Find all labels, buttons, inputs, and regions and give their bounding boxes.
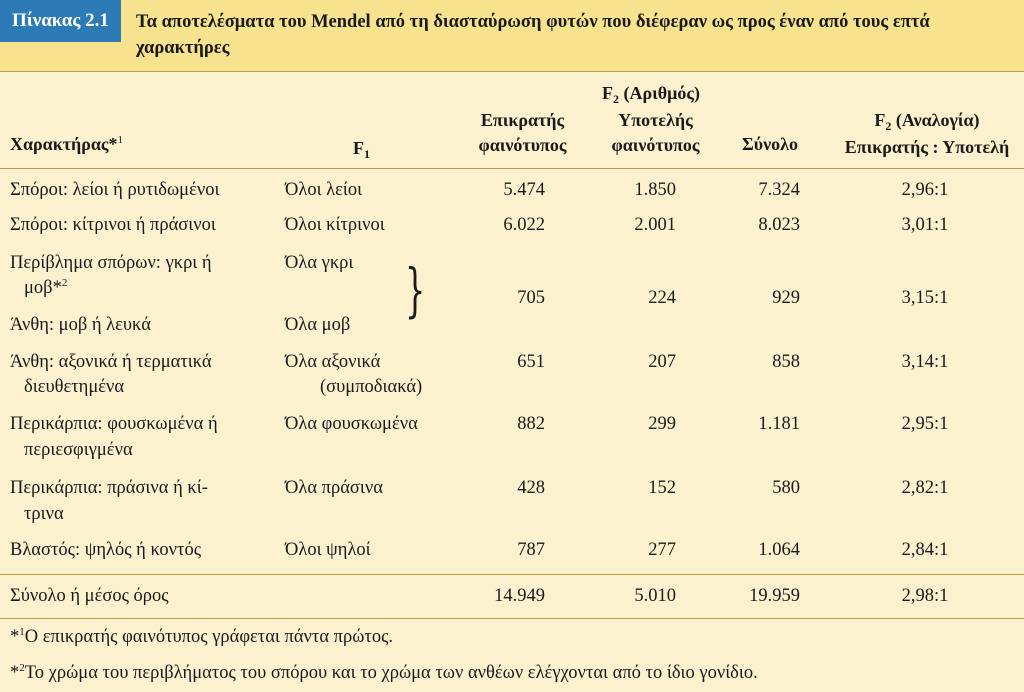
f1-cell: Όλα αξονικά xyxy=(285,352,381,372)
header-dominant: Επικρατής φαινότυπος xyxy=(478,110,567,155)
footnote-1: *$^1$Ο επικρατής φαινότυπος γράφεται πάντα πρώτος. xyxy=(10,626,394,647)
summary-dominant: 14.949 xyxy=(494,586,545,606)
dominant-cell: 5.474 xyxy=(503,180,545,200)
ratio-cell: 2,95:1 xyxy=(901,414,949,434)
ratio-cell: 3,15:1 xyxy=(901,288,949,308)
header-total: Σύνολο xyxy=(742,134,798,154)
summary-recessive: 5.010 xyxy=(634,586,676,606)
trait-cell: Βλαστός: ψηλός ή κοντός xyxy=(10,540,202,560)
f1-cell: Όλα γκρι xyxy=(285,253,354,273)
total-cell: 858 xyxy=(772,352,800,372)
recessive-cell: 1.850 xyxy=(634,180,676,200)
total-cell: 580 xyxy=(772,478,800,498)
footnote-2: *$^2$Το χρώμα του περιβλήματος του σπόρου και το χρώμα των ανθέων ελέγχονται από το ίδιο γονίδιο. xyxy=(10,662,758,683)
ratio-cell: 3,14:1 xyxy=(901,352,949,372)
total-cell: 7.324 xyxy=(758,180,800,200)
f1-cell: Όλα μοβ xyxy=(285,315,351,335)
header-divider xyxy=(0,168,1024,169)
trait-cell: Περικάρπια: φουσκωμένα ή xyxy=(10,414,218,434)
f1-cell-continuation: (συμποδιακά) xyxy=(320,377,423,397)
trait-cell: Σπόροι: λείοι ή ρυτιδωμένοι xyxy=(10,180,220,200)
table-number-badge: Πίνακας 2.1 xyxy=(0,0,121,42)
f1-cell: Όλοι λείοι xyxy=(285,180,363,200)
f1-cell: Όλοι κίτρινοι xyxy=(285,215,385,235)
table-header-bar xyxy=(0,0,1024,72)
dominant-cell: 705 xyxy=(517,288,545,308)
recessive-cell: 299 xyxy=(648,414,676,434)
summary-divider xyxy=(0,574,1024,575)
recessive-cell: 277 xyxy=(648,540,676,560)
trait-cell-continuation: μοβ*$^2$ xyxy=(24,277,68,298)
table-title: Τα αποτελέσματα του Mendel από τη διασταύρωση φυτών που διέφεραν ως προς έναν από τους επτά χαρακτήρες xyxy=(136,12,930,58)
dominant-cell: 882 xyxy=(517,414,545,434)
header-f2-count: $F_2$ (Αριθμός) xyxy=(602,83,700,106)
trait-cell-continuation: τρινα xyxy=(24,504,64,524)
f1-cell: Όλα φουσκωμένα xyxy=(285,414,418,434)
summary-total: 19.959 xyxy=(749,586,800,606)
trait-cell: Περικάρπια: πράσινα ή κί- xyxy=(10,478,208,498)
recessive-cell: 2.001 xyxy=(634,215,676,235)
f1-cell: Όλα πράσινα xyxy=(285,478,383,498)
header-f1: $F_1$ xyxy=(353,138,370,161)
ratio-cell: 2,84:1 xyxy=(901,540,949,560)
trait-cell: Άνθη: αξονικά ή τερματικά xyxy=(10,352,212,372)
summary-ratio: 2,98:1 xyxy=(901,586,949,606)
dominant-cell: 428 xyxy=(517,478,545,498)
header-recessive: Υποτελής φαινότυπος xyxy=(611,110,700,155)
dominant-cell: 651 xyxy=(517,352,545,372)
trait-cell-continuation: περιεσφιγμένα xyxy=(24,440,133,460)
trait-cell: Περίβλημα σπόρων: γκρι ή xyxy=(10,253,212,273)
total-cell: 8.023 xyxy=(758,215,800,235)
total-cell: 1.181 xyxy=(758,414,800,434)
total-cell: 929 xyxy=(772,288,800,308)
footnote-divider xyxy=(0,618,1024,619)
ratio-cell: 3,01:1 xyxy=(901,215,949,235)
trait-cell-continuation: διευθετημένα xyxy=(24,377,125,397)
recessive-cell: 207 xyxy=(648,352,676,372)
recessive-cell: 152 xyxy=(648,478,676,498)
f1-cell: Όλοι ψηλοί xyxy=(285,540,371,560)
header-trait: Χαρακτήρας*$^1$ xyxy=(10,134,124,154)
header-ratio: $F_2$ (Αναλογία) Επικρατής : Υποτελή xyxy=(844,110,1010,157)
summary-label: Σύνολο ή μέσος όρος xyxy=(10,586,169,606)
recessive-cell: 224 xyxy=(648,288,676,308)
dominant-cell: 6.022 xyxy=(503,215,545,235)
ratio-cell: 2,96:1 xyxy=(901,180,949,200)
trait-cell: Άνθη: μοβ ή λευκά xyxy=(10,315,151,335)
dominant-cell: 787 xyxy=(517,540,545,560)
grouping-brace: } xyxy=(405,256,426,324)
trait-cell: Σπόροι: κίτρινοι ή πράσινοι xyxy=(10,215,216,235)
total-cell: 1.064 xyxy=(758,540,800,560)
ratio-cell: 2,82:1 xyxy=(901,478,949,498)
